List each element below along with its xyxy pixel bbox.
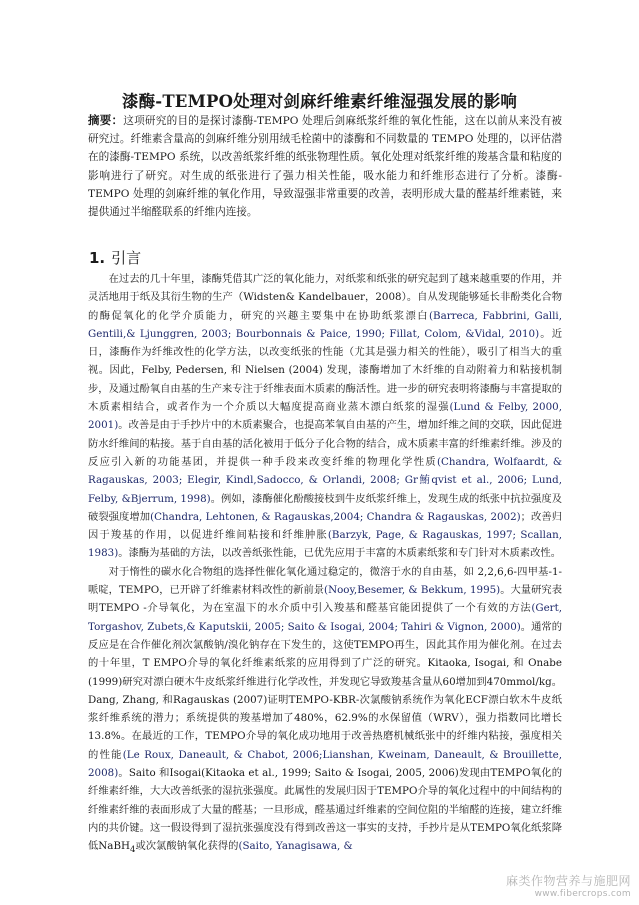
abstract [88, 111, 562, 221]
site-watermark [506, 872, 631, 899]
text-run: 。Saito 和Isogai(Kitaoka et al., 1999; Saito & Isogai, 2005, 2006)发现由TEMPO氧化的纤维素纤维，大大改善纸张的湿抗张强度。此属性的发展归因于TEMPO介导的氧化过程中的中间结构的纤维素纤维的表面形成了大量的醛基；一旦形成，醛基通过纤维素的空间位阻的半缩醛的连接，建立纤维内的共价键。这一假设得到了湿抗张强度没有得到改善这一事实的支持，手抄片是从TEMPO氧化纸浆降低NaBH [88, 767, 562, 853]
text-run: 。例如，漆酶催化酚酸接枝到牛皮纸浆纤维上，发现生成的纸张中抗拉强度及破裂强度增加 [88, 492, 562, 523]
text-run: 。漆酶为基础的方法，以改善纸张性能，已优先应用于丰富的木质素纸浆和专门针对木质素改性。 [118, 547, 561, 560]
watermark-site-name: 麻类作物营养与施肥网 [505, 874, 631, 888]
abstract-label: 摘要： [88, 113, 124, 127]
section-number: 1. [89, 249, 106, 267]
citation: (Nooy,Besemer, & Bekkum, 1995) [324, 584, 501, 597]
paragraph-2 [88, 563, 562, 860]
watermark-url: www.fibercrops.com [534, 889, 631, 899]
citation: (Saito, Yanagisawa, & [238, 840, 353, 853]
section-title: 引言 [111, 249, 142, 267]
citation: (Chandra, Lehtonen, & Ragauskas,2004; Chandra & Ragauskas, 2002) [150, 510, 521, 523]
citation: (Gert, Torgashov, Zubets,& Kaputskii, 2005; Saito & Isogai, 2004; Tahiri & Vignon, 2000) [88, 602, 562, 633]
paper-title: 漆酶-TEMPO处理对剑麻纤维素纤维湿强发展的影响 [121, 92, 518, 111]
text-run: 。近日，漆酶作为纤维改性的化学方法，以改变纸张的性能（尤其是强力相关的性能），吸引了相当大的重视。因此，Felby, Pedersen, 和 Nielsen (2004) 发现，漆酶增加了木纤维的自动附着力和粘接机制步，及通过酚氧自由基的生产来专注于纤维表面木质素的酶活性。进一步的研究表明将漆酶与丰富提取的木质素相结合，或者作为一个介质以大幅度提高商业蒸木漂白纸浆的湿强 [88, 327, 562, 414]
introduction-body [88, 270, 562, 860]
abstract-text: 这项研究的目的是探讨漆酶-TEMPO 处理后剑麻纸浆纤维的氧化性能，这在以前从来没有被研究过。纤维素含量高的剑麻纤维分别用绒毛栓菌中的漆酶和不同数量的 TEMPO 处理的，以评估潜在的漆酶-TEMPO 系统，以改善纸浆纤维的纸张物理性质。氧化处理对纸浆纤维的羧基含量和粘度的影响进行了研究。对生成的纸张进行了强力相关性能，吸水能力和纤维形态进行了分析。漆酶-TEMPO 处理的剑麻纤维的氧化作用，导致湿强非常重要的改善，表明形成大量的醛基纤维素链，来提供通过半缩醛联系的纤维内连接。 [88, 115, 562, 219]
citation: (Barzyk, Page, & Ragauskas, 1997; Scallan, 1983) [88, 529, 563, 560]
citation: Widsten& Kandelbauer，2008 [243, 291, 402, 304]
text-run: ）。自从发现能够延长非酚类化合物的酶促氧化的化学介质能力，研究的兴趣主要集中在协助纸浆漂白 [88, 291, 562, 322]
text-run: 在过去的几十年里，漆酶凭借其广泛的氧化能力，对纸浆和纸张的研究起到了越来越重要的作用，并灵活地用于纸及其衍生物的生产（ [88, 273, 562, 304]
text-run: 对于惰性的碳水化合物组的选择性催化氧化通过稳定的，微溶于水的自由基，如 2,2,6,6-四甲基-1-哌啶，TEMPO，已开辟了纤维素材料改性的新前景 [88, 565, 562, 597]
citation: (Barreca, Fabbrini, Galli, Gentili,& Ljunggren, 2003; Bourbonnais & Paice, 1990; Fillat, Colom, &Vidal, 2010) [88, 309, 562, 340]
citation: (Le Roux, Daneault, & Chabot, 2006;Lianshan, Kweinam, Daneault, & Brouillette, 2008) [88, 748, 562, 780]
citation: (Lund & Felby, 2000, 2001) [88, 401, 562, 432]
text-run: 或次氯酸钠氧化获得的 [135, 840, 239, 853]
text-run: 。大量研究表明TEMPO -介导氧化，为在室温下的水介质中引入羧基和醛基官能团提供了一个有效的方法 [88, 584, 563, 615]
text-run: ；改善归因于羧基的作用，以促进纤维间粘接和纤维肿胀 [88, 510, 563, 542]
text-run: 。通常的反应是在合作催化剂次氯酸钠/溴化钠存在下发生的，这使TEMPO再生，因此其作用为催化剂。在过去的十年里，T EMPO介导的氧化纤维素纸浆的应用得到了广泛的研究。Kitaoka, Isogai, 和 Onabe (1999)研究对漂白硬木牛皮纸浆纤维进行化学改性，并发现它导致羧基含量从60增加到470mmol/kg。Dang, Zhang, 和Ragauskas (2007)证明TEMPO-KBR-次氯酸钠系统作为氧化ECF漂白软木牛皮纸浆纤维系统的潜力；系统提供的羧基增加了480%，62.9%的水保留值（WRV），强力指数同比增长13.8%。在最近的工作，TEMPO介导的氧化成功地用于改善热磨机械纸张中的纤维内粘接，强度相关的性能 [88, 620, 563, 761]
citation: (Chandra, Wolfaardt, & Ragauskas, 2003; Elegir, Kindl,Sadocco, & Orlandi, 2008; Gr鮪qvist et al., 2006; Lund, Felby, &Bjerrum, 1998) [88, 455, 562, 505]
section-heading [89, 247, 141, 268]
subscript: 4 [130, 845, 136, 856]
text-run: 。改善是由于手抄片中的木质素聚合，也提高苯氧自由基的产生，增加纤维之间的交联，因此促进防水纤维间的粘接。基于自由基的活化被用于低分子化合物的结合，成木质素丰富的纤维素纤维。涉及的反应引入新的功能基团，并提供一种手段来改变纤维的物理化学性质 [88, 419, 562, 468]
paragraph-1 [88, 270, 562, 563]
